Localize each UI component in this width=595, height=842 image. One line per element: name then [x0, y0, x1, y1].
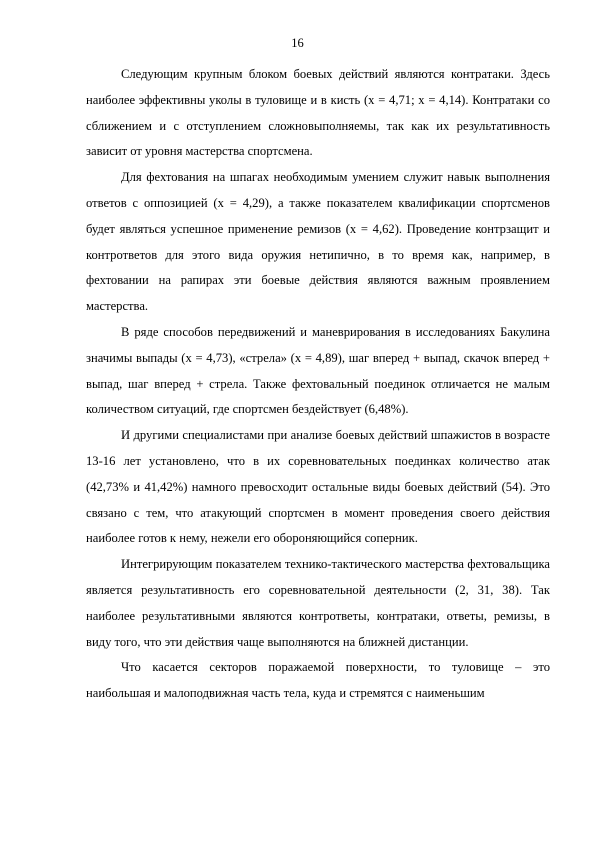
page-body: [86, 62, 550, 707]
paragraph-target-sectors: Что касается секторов поражаемой поверхности, то туловище – это наибольшая и малоподвижная часть тела, куда и стремятся с наименьшим: [86, 660, 550, 701]
paragraph-attack-statistics: И другими специалистами при анализе боевых действий шпажистов в возрасте 13-16 лет установлено, что в их соревновательных поединках количество атак (42,73% и 41,42%) намного превосходит остальные виды боевых действий (54). Это связано с тем, что атакующий спортсмен в момент проведения своего действия наиболее готов к нему, нежели его обороняющийся соперник.: [86, 428, 550, 546]
page-number: 16: [291, 36, 304, 50]
paragraph-footwork: В ряде способов передвижений и маневрирования в исследованиях Бакулина значимы выпады (x = 4,73), «стрела» (x = 4,89), шаг вперед + выпад, скачок вперед + выпад, шаг вперед + стрела. Также фехтовальный поединок отличается не малым количеством ситуаций, где спортсмен бездействует (6,48%).: [86, 324, 550, 417]
paragraph-effectiveness: Интегрирующим показателем технико-тактического мастерства фехтовальщика является результативность его соревновательной деятельности (2, 31, 38). Так наиболее результативными являются контрответы, контратаки, ответы, ремизы, в виду того, что эти действия чаще выполняются на ближней дистанции.: [86, 557, 550, 649]
paragraph-epee-skills: Для фехтования на шпагах необходимым умением служит навык выполнения ответов с оппозицией (x = 4,29), а также показателем квалификации спортсменов будет являться успешное применение ремизов (x = 4,62). Проведение контрзащит и контрответов для этого вида оружия нетипично, в то время как, например, в фехтовании на рапирах эти боевые действия являются важным проявлением мастерства.: [86, 170, 550, 314]
paragraph-counterattacks: Следующим крупным блоком боевых действий являются контратаки. Здесь наиболее эффективны уколы в туловище и в кисть (x = 4,71; x = 4,14). Контратаки со сближением и с отступлением сложновыполняемы, так как их результативность зависит от уровня мастерства спортсмена.: [86, 67, 550, 159]
